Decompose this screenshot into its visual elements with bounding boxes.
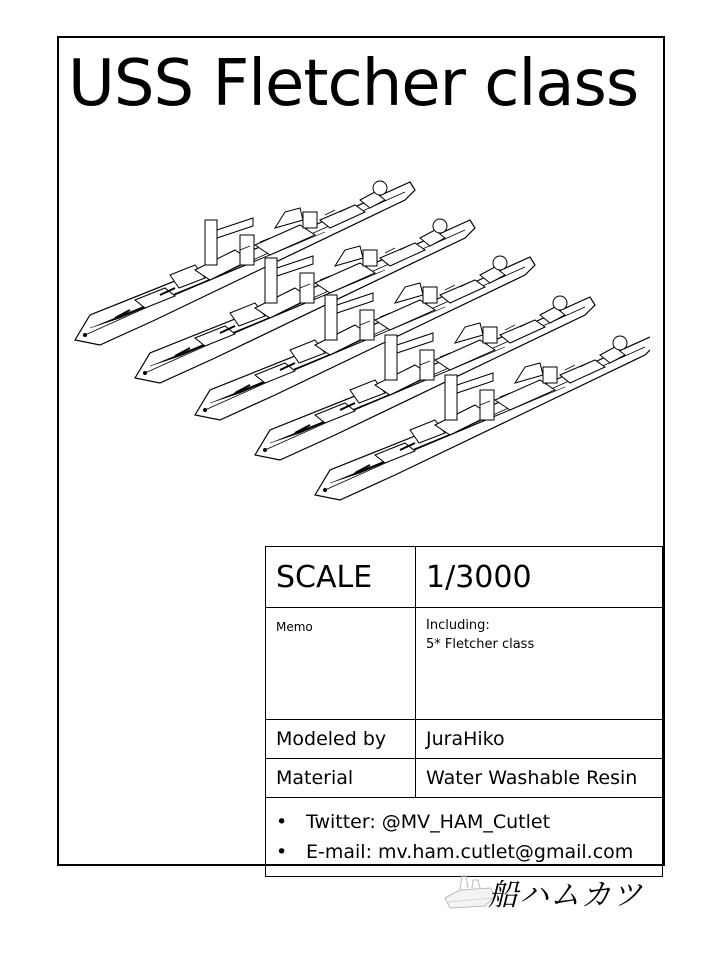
bullet: •: [276, 841, 288, 863]
modeled-value: JuraHiko: [416, 720, 663, 759]
email-address[interactable]: E-mail: mv.ham.cutlet@gmail.com: [306, 841, 634, 863]
twitter-handle[interactable]: Twitter: @MV_HAM_Cutlet: [306, 811, 551, 833]
memo-line: Including:: [426, 618, 490, 633]
page-title: USS Fletcher class: [68, 47, 639, 121]
material-label: Material: [266, 759, 416, 798]
ships-illustration: [70, 150, 650, 510]
memo-label: Memo: [276, 620, 313, 634]
bullet: •: [276, 811, 288, 833]
scale-value: 1/3000: [416, 547, 663, 608]
contact-twitter: [276, 807, 652, 837]
logo-text: 船ハムカツ: [488, 878, 643, 913]
modeled-by-row: [266, 720, 663, 759]
material-value: Water Washable Resin: [416, 759, 663, 798]
material-row: [266, 759, 663, 798]
contact-email: [276, 837, 652, 867]
contact-row: [266, 798, 663, 877]
scale-row: [266, 547, 663, 608]
modeled-label: Modeled by: [266, 720, 416, 759]
spec-table: [265, 546, 663, 877]
memo-row: [266, 608, 663, 720]
scale-label: SCALE: [266, 547, 416, 608]
memo-line: 5* Fletcher class: [426, 637, 535, 652]
